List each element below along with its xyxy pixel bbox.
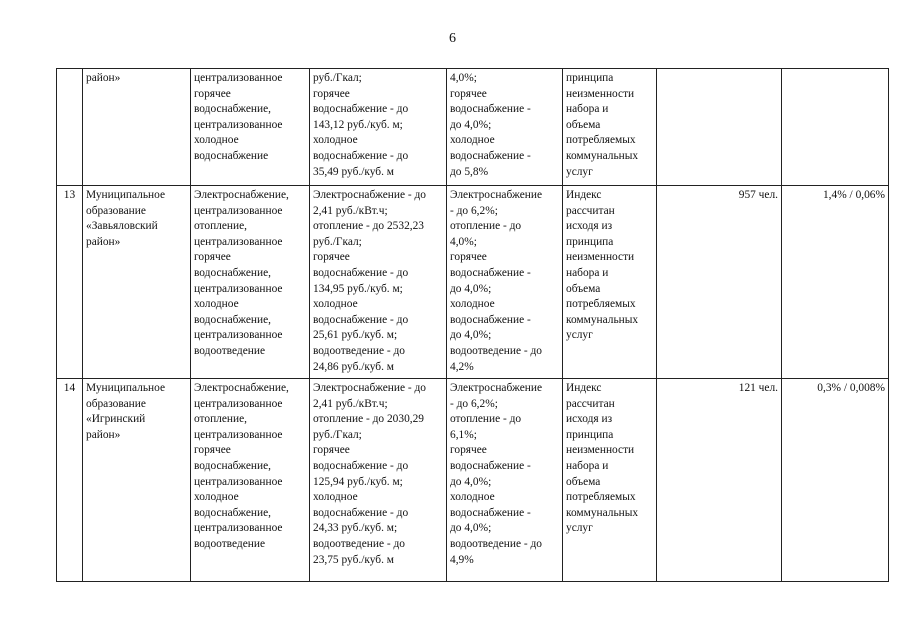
utility-services: Электроснабжение, централизованное отопление, централизованное горячее водоснабжение, централизованное холодное водоснабжение, централизованное водоотведение xyxy=(191,379,310,582)
population-count: 957 чел. xyxy=(657,186,782,379)
row-number: 14 xyxy=(57,379,83,582)
municipality-name: район» xyxy=(83,69,191,186)
tariff-rates: Электроснабжение - до 2,41 руб./кВт.ч; отопление - до 2532,23 руб./Гкал; горячее водоснабжение - до 134,95 руб./куб. м; холодное водоснабжение - до 25,61 руб./куб. м; водоотведение - до 24,86 руб./куб. м xyxy=(310,186,447,379)
index-method: Индекс рассчитан исходя из принципа неизменности набора и объема потребляемых коммунальных услуг xyxy=(563,379,657,582)
growth-rates: 4,0%; горячее водоснабжение - до 4,0%; холодное водоснабжение - до 5,8% xyxy=(447,69,563,186)
tariff-rates: руб./Гкал; горячее водоснабжение - до 143,12 руб./куб. м; холодное водоснабжение - до 35,49 руб./куб. м xyxy=(310,69,447,186)
utility-services: Электроснабжение, централизованное отопление, централизованное горячее водоснабжение, централизованное холодное водоснабжение, централизованное водоотведение xyxy=(191,186,310,379)
row-number: 13 xyxy=(57,186,83,379)
population-share: 1,4% / 0,06% xyxy=(782,186,889,379)
municipality-name: Муниципальное образование «Завьяловский район» xyxy=(83,186,191,379)
table-row xyxy=(57,186,889,379)
population-share: 0,3% / 0,008% xyxy=(782,379,889,582)
index-method: Индекс рассчитан исходя из принципа неизменности набора и объема потребляемых коммунальных услуг xyxy=(563,186,657,379)
population-count xyxy=(657,69,782,186)
tariff-table xyxy=(56,68,889,582)
index-method: принципа неизменности набора и объема потребляемых коммунальных услуг xyxy=(563,69,657,186)
municipality-name: Муниципальное образование «Игринский район» xyxy=(83,379,191,582)
population-share xyxy=(782,69,889,186)
table-row xyxy=(57,379,889,582)
page-number: 6 xyxy=(449,31,456,46)
growth-rates: Электроснабжение - до 6,2%; отопление - до 6,1%; горячее водоснабжение - до 4,0%; холодное водоснабжение - до 4,0%; водоотведение - до 4,9% xyxy=(447,379,563,582)
population-count: 121 чел. xyxy=(657,379,782,582)
tariff-rates: Электроснабжение - до 2,41 руб./кВт.ч; отопление - до 2030,29 руб./Гкал; горячее водоснабжение - до 125,94 руб./куб. м; холодное водоснабжение - до 24,33 руб./куб. м; водоотведение - до 23,75 руб./куб. м xyxy=(310,379,447,582)
utility-services: централизованное горячее водоснабжение, централизованное холодное водоснабжение xyxy=(191,69,310,186)
row-number xyxy=(57,69,83,186)
growth-rates: Электроснабжение - до 6,2%; отопление - до 4,0%; горячее водоснабжение - до 4,0%; холодное водоснабжение - до 4,0%; водоотведение - до 4,2% xyxy=(447,186,563,379)
table-row xyxy=(57,69,889,186)
